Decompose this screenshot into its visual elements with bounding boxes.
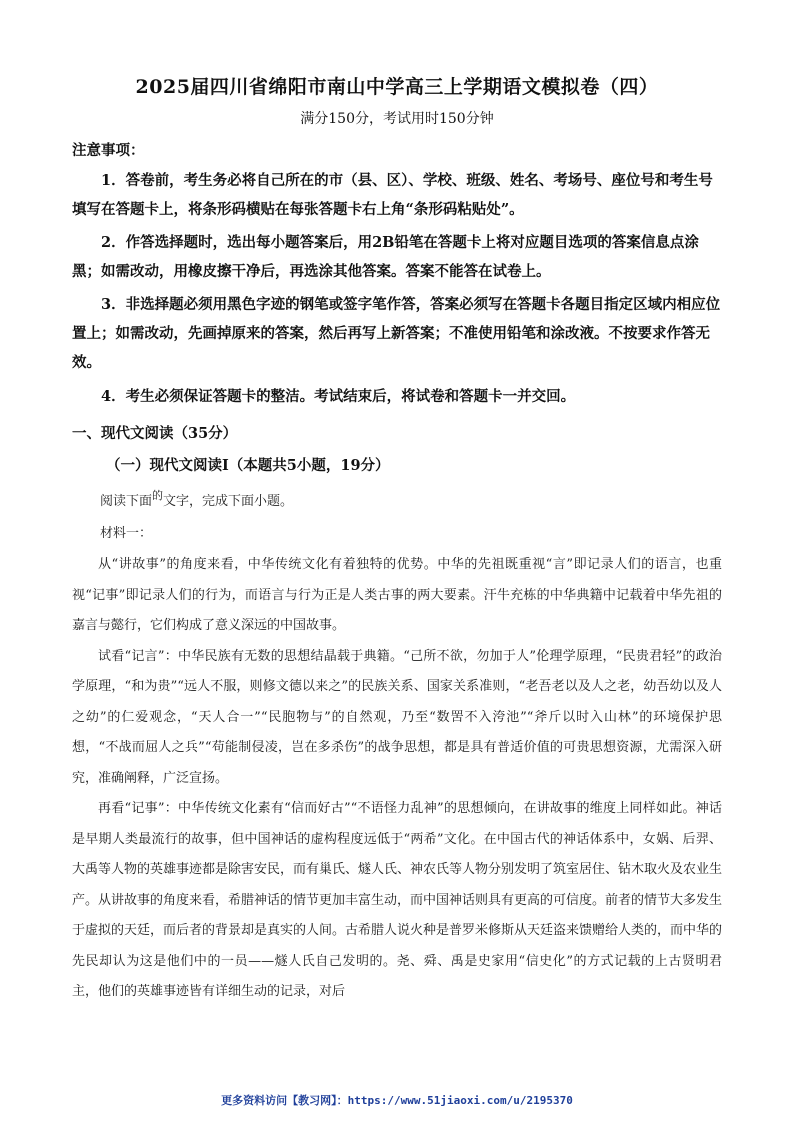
passage-paragraph-1: 从“讲故事”的角度来看，中华传统文化有着独特的优势。中华的先祖既重视“言”即记录人们的语言，也重视“记事”即记录人们的行为，而语言与行为正是人类古事的两大要素。汗牛充栋的中华典籍中记载着中华先祖的嘉言与懿行，它们构成了意义深远的中国故事。: [72, 557, 722, 633]
instruction-part-b: 文字，完成下面小题。: [163, 494, 294, 509]
reading-instruction: [100, 490, 293, 509]
material-passage: [72, 550, 722, 1008]
passage-paragraph-3: 再看“记事”：中华传统文化素有“信而好古”“不语怪力乱神”的思想倾向，在讲故事的维度上同样如此。神话是早期人类最流行的故事，但中国神话的虚构程度远低于“两希”文化。在中国古代的神话体系中，女娲、后羿、大禹等人物的英雄事迹都是除害安民，而有巢氏、燧人氏、神农氏等人物分别发明了筑室居住、钻木取火及农业生产。从讲故事的角度来看，希腊神话的情节更加丰富生动，而中国神话则具有更高的可信度。前者的情节大多发生于虚拟的天廷，而后者的背景却是真实的人间。古希腊人说火种是普罗米修斯从天廷盗来馈赠给人类的，而中华的先民却认为这是他们中的一员——燧人氏自己发明的。尧、舜、禹是史家用“信史化”的方式记载的上古贤明君主，他们的英雄事迹皆有详细生动的记录，对后: [72, 801, 723, 999]
section-subheading: （一）现代文阅读Ⅰ（本题共5小题，19分）: [106, 457, 390, 474]
notice-item-4: 4．考生必须保证答题卡的整洁。考试结束后，将试卷和答题卡一并交回。: [101, 388, 576, 405]
instruction-part-a: 阅读下面: [100, 494, 153, 509]
notice-item-1: 1．答卷前，考生务必将自己所在的市（县、区）、学校、班级、姓名、考场号、座位号和考生号填写在答题卡上，将条形码横贴在每张答题卡右上角“条形码粘贴处”。: [72, 172, 713, 218]
page-title: 2025届四川省绵阳市南山中学高三上学期语文模拟卷（四）: [135, 76, 659, 98]
notice-item-3: 3．非选择题必须用黑色字迹的钢笔或签字笔作答，答案必须写在答题卡各题目指定区域内相应位置上；如需改动，先画掉原来的答案，然后再写上新答案；不准使用铅笔和涂改液。不按要求作答无效。: [72, 296, 721, 371]
section-heading: 一、现代文阅读（35分）: [72, 425, 238, 442]
footer-link[interactable]: 更多资料访问【教习网】：https://www.51jiaoxi.com/u/2195370: [221, 1094, 573, 1107]
passage-paragraph-2: 试看“记言”：中华民族有无数的思想结晶载于典籍。“己所不欲，勿加于人”伦理学原理，“民贵君轻”的政治学原理，“和为贵”“远人不服，则修文德以来之”的民族关系、国家关系准则，“老吾老以及人之老，幼吾幼以及人之幼”的仁爱观念，“天人合一”“民胞物与”的自然观，乃至“数罟不入洿池”“斧斤以时入山林”的环境保护思想，“不战而屈人之兵”“苟能制侵凌，岂在多杀伤”的战争思想，都是具有普适价值的可贵思想资源，尤需深入研究，准确阐释，广泛宣扬。: [72, 648, 722, 786]
notice-heading: 注意事项：: [72, 142, 145, 159]
instruction-superscript: 的: [152, 489, 164, 502]
notice-item-2: 2．作答选择题时，选出每小题答案后，用2B铅笔在答题卡上将对应题目选项的答案信息点涂黑；如需改动，用橡皮擦干净后，再选涂其他答案。答案不能答在试卷上。: [72, 234, 699, 280]
material-label: 材料一：: [100, 526, 153, 541]
exam-subtitle: 满分150分，考试用时150分钟: [300, 111, 494, 127]
